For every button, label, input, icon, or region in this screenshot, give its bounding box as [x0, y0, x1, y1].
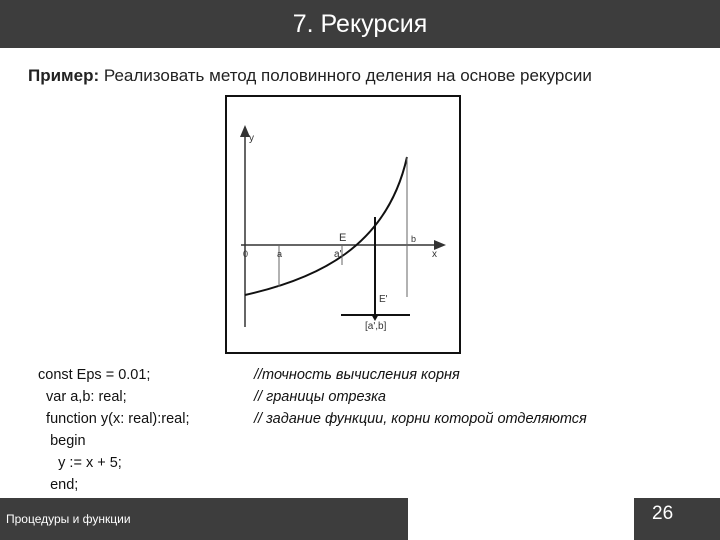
code-line: function y(x: real):real; [38, 411, 190, 427]
label-interval: [a',b] [365, 321, 387, 332]
label-E-prime: E' [379, 294, 388, 305]
comment-line: //точность вычисления корня [254, 367, 460, 383]
bisection-graph [227, 97, 459, 352]
bisection-figure [225, 95, 461, 354]
label-b: b [411, 234, 417, 244]
code-comments [254, 364, 587, 430]
label-origin: 0 [243, 249, 249, 259]
label-a: a [277, 249, 283, 259]
intro-text [28, 66, 592, 86]
code-line: const Eps = 0.01; [38, 367, 151, 383]
intro-body: Реализовать метод половинного деления на основе рекурсии [103, 66, 592, 85]
function-curve [245, 157, 407, 295]
slide-title-bar [0, 0, 720, 48]
code-line: y := x + 5; [38, 455, 122, 471]
code-block [38, 364, 190, 496]
label-E: E [339, 232, 347, 244]
slide-title: 7. Рекурсия [292, 9, 428, 38]
code-line: begin [38, 433, 86, 449]
label-a-prime: a' [334, 249, 342, 260]
footer-page-box [634, 498, 720, 540]
comment-line: // задание функции, корни которой отделяются [254, 411, 587, 427]
code-line: var a,b: real; [38, 389, 127, 405]
intro-label: Пример: [28, 66, 100, 85]
comment-line: // границы отрезка [254, 389, 386, 405]
page-number: 26 [652, 503, 674, 524]
footer-text: Процедуры и функции [6, 512, 131, 526]
footer-bar [0, 498, 408, 540]
label-y: y [249, 133, 254, 144]
label-x: x [432, 249, 437, 260]
code-line: end; [38, 477, 79, 493]
